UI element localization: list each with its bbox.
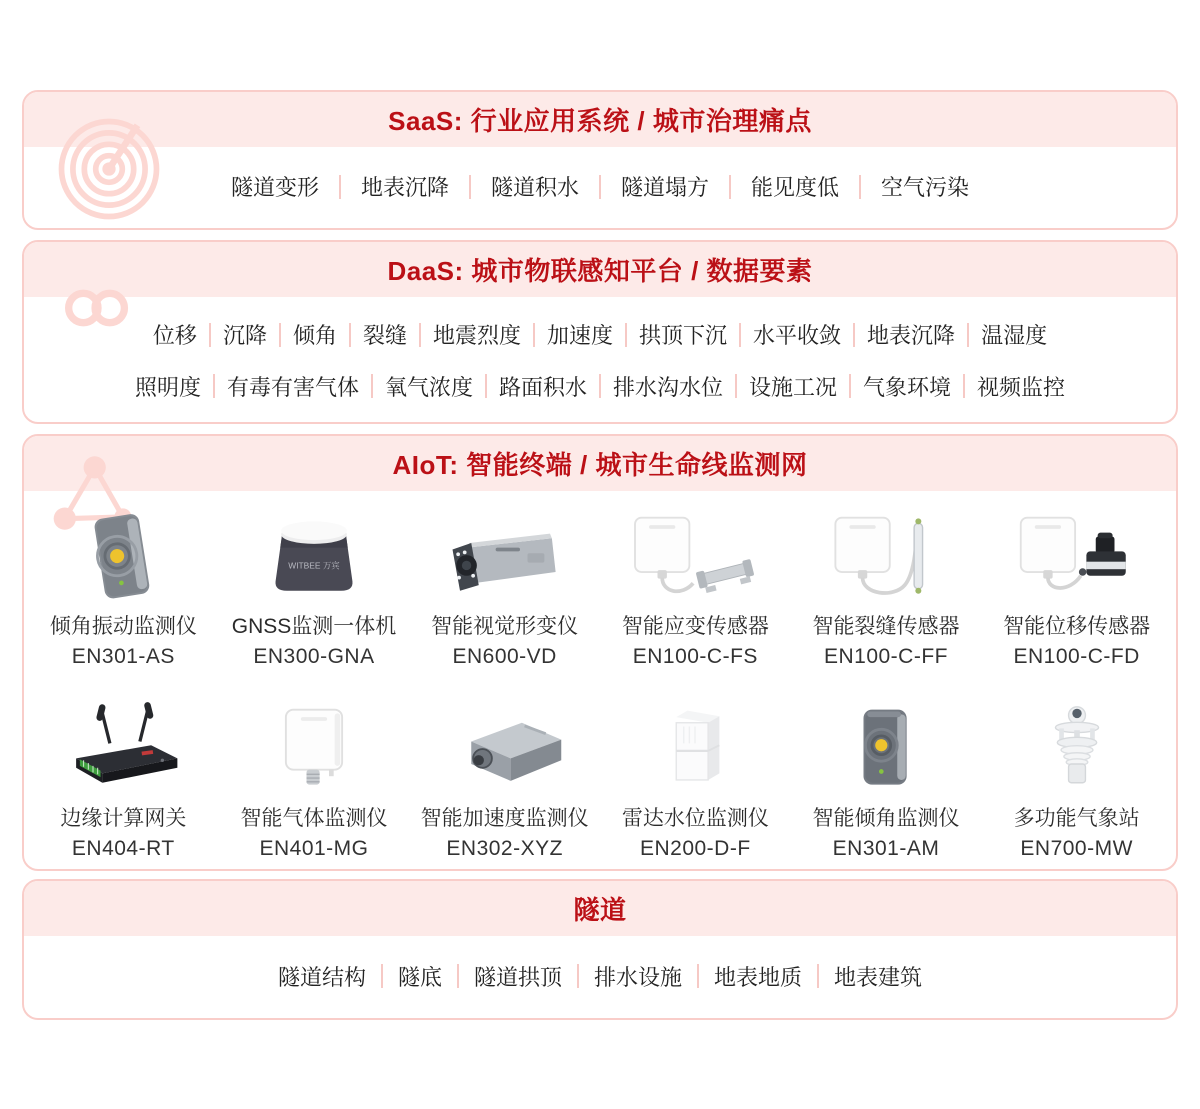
tunnel-object-item: 隧道结构 xyxy=(277,964,366,990)
device-name: 智能加速度监测仪 xyxy=(420,807,589,830)
data-element-item: 有毒有害气体 xyxy=(226,374,359,400)
svg-text:WITBEE 万宾: WITBEE 万宾 xyxy=(288,560,340,571)
device-model: EN700-MW xyxy=(1020,837,1133,860)
tunnel-section xyxy=(22,879,1178,1020)
data-element-item: 裂缝 xyxy=(362,323,407,349)
pain-point-item: 地表沉降 xyxy=(360,175,449,200)
daas-items-row-2 xyxy=(24,371,1176,402)
device-card xyxy=(219,509,410,669)
saas-items-row xyxy=(211,171,989,202)
device-card xyxy=(409,509,600,669)
device-grid xyxy=(24,491,1176,871)
pain-point-item: 隧道积水 xyxy=(490,175,579,200)
daas-header-band xyxy=(24,242,1176,297)
device-card xyxy=(981,509,1172,669)
tunnel-object-item: 隧底 xyxy=(397,964,442,990)
device-card xyxy=(219,701,410,861)
vision-camera-image xyxy=(430,509,580,605)
pain-point-item: 隧道塌方 xyxy=(621,175,710,200)
accelerometer-image xyxy=(430,701,580,797)
gas-monitor-image xyxy=(239,701,389,797)
displacement-sensor-image xyxy=(1002,509,1152,605)
tunnel-object-item: 排水设施 xyxy=(594,964,683,990)
device-model: EN300-GNA xyxy=(253,645,375,668)
device-name: 智能气体监测仪 xyxy=(240,807,388,830)
radar-level-monitor-image xyxy=(620,701,770,797)
saas-header-band xyxy=(24,92,1176,147)
data-element-item: 水平收敛 xyxy=(753,323,842,349)
device-card xyxy=(409,701,600,861)
data-element-item: 气象环境 xyxy=(863,374,952,400)
data-element-item: 排水沟水位 xyxy=(613,374,724,400)
device-card xyxy=(981,701,1172,861)
device-model: EN100-C-FF xyxy=(823,645,948,668)
tunnel-title: 隧道 xyxy=(573,895,627,925)
device-name: 智能位移传感器 xyxy=(1003,615,1151,638)
saas-section xyxy=(22,90,1178,230)
device-model: EN301-AS xyxy=(71,645,175,668)
device-card xyxy=(600,509,791,669)
device-card xyxy=(791,509,982,669)
pain-point-item: 空气污染 xyxy=(881,175,970,200)
tunnel-items-row xyxy=(263,961,937,992)
aiot-title: AIoT: 智能终端 / 城市生命线监测网 xyxy=(392,450,808,480)
strain-sensor-image xyxy=(620,509,770,605)
device-name: 边缘计算网关 xyxy=(60,807,187,830)
pain-point-item: 能见度低 xyxy=(751,175,840,200)
device-model: EN100-C-FD xyxy=(1013,645,1140,668)
data-element-item: 加速度 xyxy=(547,323,614,349)
device-model: EN600-VD xyxy=(452,645,557,668)
device-name: 倾角振动监测仪 xyxy=(49,615,197,638)
device-name: 智能应变传感器 xyxy=(621,615,769,638)
data-element-item: 沉降 xyxy=(222,323,267,349)
city-lifeline-infographic xyxy=(22,0,1178,1020)
gnss-monitor-image xyxy=(239,509,389,605)
crack-sensor-image xyxy=(811,509,961,605)
device-card xyxy=(28,509,219,669)
tilt-vibration-monitor-image xyxy=(48,509,198,605)
data-element-item: 视频监控 xyxy=(977,374,1066,400)
tunnel-object-item: 隧道拱顶 xyxy=(473,964,562,990)
device-card xyxy=(600,701,791,861)
edge-gateway-image xyxy=(48,701,198,797)
device-name: 多功能气象站 xyxy=(1013,807,1140,830)
daas-title: DaaS: 城市物联感知平台 / 数据要素 xyxy=(387,256,813,286)
aiot-section xyxy=(22,434,1178,871)
data-element-item: 设施工况 xyxy=(749,374,838,400)
device-model: EN100-C-FS xyxy=(632,645,758,668)
daas-items-row-1 xyxy=(24,319,1176,350)
data-element-item: 位移 xyxy=(152,323,197,349)
device-name: 智能视觉形变仪 xyxy=(431,615,579,638)
data-element-item: 氧气浓度 xyxy=(384,374,473,400)
data-element-item: 路面积水 xyxy=(498,374,587,400)
device-card xyxy=(791,701,982,861)
pain-point-item: 隧道变形 xyxy=(230,175,319,200)
device-model: EN401-MG xyxy=(259,837,369,860)
data-element-item: 温湿度 xyxy=(981,323,1048,349)
tunnel-header-band xyxy=(24,881,1176,936)
device-model: EN200-D-F xyxy=(639,837,751,860)
device-model: EN301-AM xyxy=(832,837,940,860)
daas-section xyxy=(22,240,1178,424)
data-element-item: 地震烈度 xyxy=(432,323,521,349)
device-card xyxy=(28,701,219,861)
data-element-item: 照明度 xyxy=(134,374,201,400)
weather-station-image xyxy=(1002,701,1152,797)
device-model: EN302-XYZ xyxy=(446,837,563,860)
device-model: EN404-RT xyxy=(71,837,175,860)
data-element-item: 地表沉降 xyxy=(867,323,956,349)
device-name: 雷达水位监测仪 xyxy=(621,807,769,830)
device-name: 智能裂缝传感器 xyxy=(812,615,960,638)
device-name: GNSS监测一体机 xyxy=(231,615,397,638)
data-element-item: 倾角 xyxy=(292,323,337,349)
saas-title: SaaS: 行业应用系统 / 城市治理痛点 xyxy=(388,106,812,136)
tilt-monitor-image xyxy=(811,701,961,797)
aiot-header-band xyxy=(24,436,1176,491)
device-name: 智能倾角监测仪 xyxy=(812,807,960,830)
tunnel-object-item: 地表地质 xyxy=(714,964,803,990)
data-element-item: 拱顶下沉 xyxy=(639,323,728,349)
tunnel-object-item: 地表建筑 xyxy=(834,964,923,990)
